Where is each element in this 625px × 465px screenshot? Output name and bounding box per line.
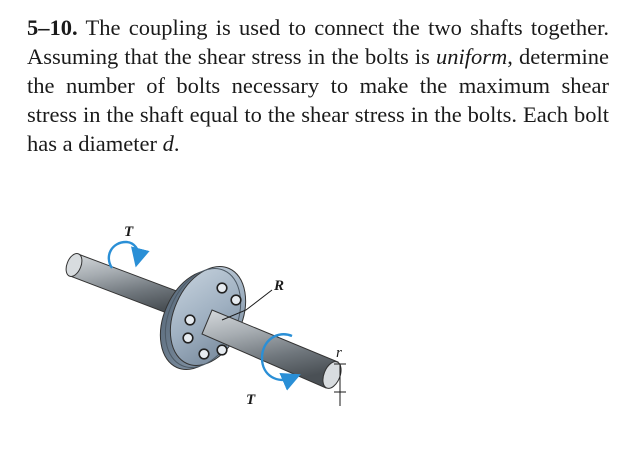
bolt-head [185,315,195,325]
problem-text-part1: The coupling is used to connect the two shafts together. Assuming that the shear stress in the bolts is [27,15,610,69]
variable-d: d [162,131,174,156]
label-bolt-circle-radius: R [274,278,285,294]
label-torque-bottom: T [246,392,256,408]
problem-end: . [173,131,180,156]
problem-number: 5–10. [27,15,78,40]
bolt-head [183,333,193,343]
bolt-head [217,283,227,293]
label-torque-top: T [124,224,134,240]
torque-arrow-left [109,242,139,268]
emphasis-uniform: uniform [436,44,508,69]
bolt-head [231,295,241,305]
label-shaft-radius: r [336,345,342,361]
coupling-flange [146,255,260,382]
bolt-head [217,345,227,355]
problem-text-part2: , determine the number of bolts necessary to make the maximum shear stress in the shaft equal to the shear stress in the bolts. Each bolt has a diameter [27,44,610,156]
bolt-head [199,349,209,359]
